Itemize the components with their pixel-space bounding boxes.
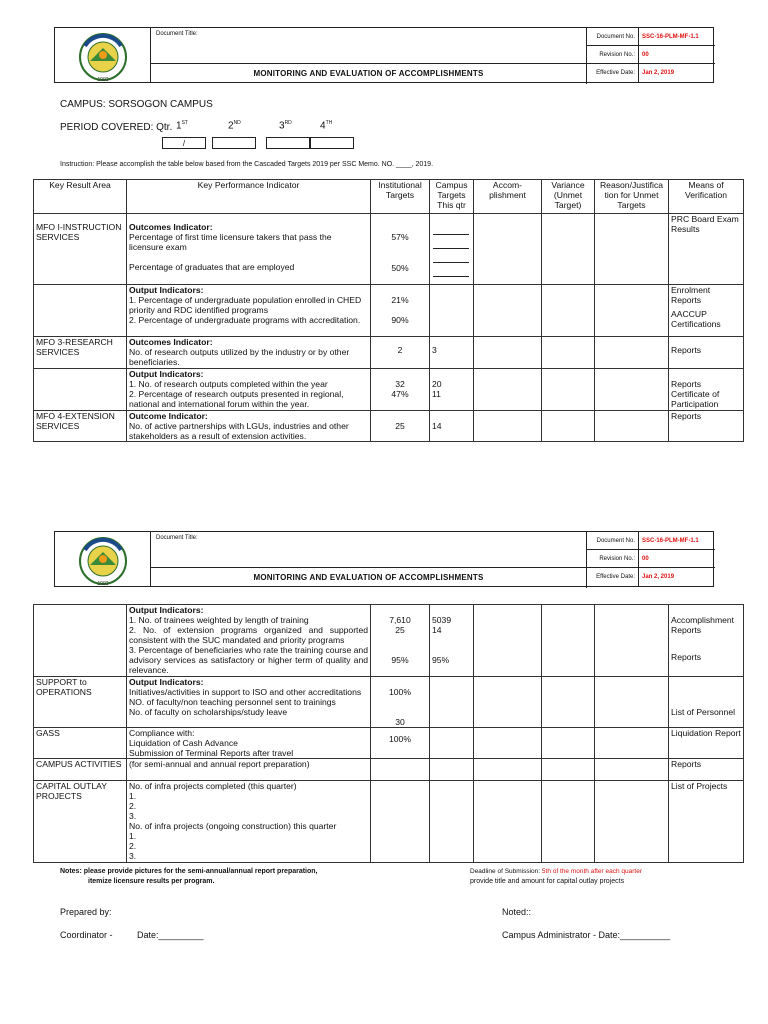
document-header	[54, 27, 714, 83]
means-cell: Enrolment Reports AACCUP Certifications	[669, 285, 744, 337]
effective-date-row: Effective Date: Jan 2, 2019	[587, 568, 715, 586]
means-cell: Reports	[669, 337, 744, 369]
campus-target-cell: 20 11	[430, 369, 474, 411]
qtr-1-label: 1ST	[176, 120, 188, 132]
table-row	[34, 759, 744, 781]
reason-cell[interactable]	[595, 605, 669, 677]
college-seal-logo	[55, 532, 151, 586]
table-row	[34, 337, 744, 369]
accomplishment-table-2	[33, 604, 744, 863]
campus-target-cell: 14	[430, 411, 474, 442]
period-label: PERIOD COVERED: Qtr.	[60, 122, 173, 133]
coordinator-label: Coordinator -	[60, 930, 113, 940]
variance-cell[interactable]	[542, 214, 595, 285]
reason-cell[interactable]	[595, 728, 669, 759]
variance-cell[interactable]	[542, 411, 595, 442]
instruction-text: Instruction: Please accomplish the table below based from the Cascaded Targets 2019 per SSC Memo. NO. ____, 2019.	[60, 161, 434, 168]
reason-cell[interactable]	[595, 677, 669, 728]
kpi-cell: Output Indicators: 1. Percentage of undergraduate population enrolled in CHED priority and RDC identified programs 2. Percentage of undergraduate programs with accreditation.	[127, 285, 371, 337]
kpi-cell: Output Indicators: Initiatives/activities in support to ISO and other accreditations NO. of faculty/non teaching personnel sent to trainings No. of faculty on scholarships/study leave	[127, 677, 371, 728]
document-title-cell: Document Title:	[151, 28, 587, 64]
form-title: MONITORING AND EVALUATION OF ACCOMPLISHMENTS	[151, 64, 587, 84]
reason-cell[interactable]	[595, 337, 669, 369]
col-campus-targets: Campus Targets This qtr	[430, 180, 474, 214]
table-row	[34, 214, 744, 285]
college-seal-logo	[55, 28, 151, 82]
inst-target-cell: 7,610 25 95%	[371, 605, 430, 677]
inst-target-cell: 57% 50%	[371, 214, 430, 285]
campus-target-cell[interactable]	[430, 677, 474, 728]
variance-cell[interactable]	[542, 605, 595, 677]
kpi-cell: No. of infra projects completed (this quarter) 1. 2. 3. No. of infra projects (ongoing construction) this quarter 1. 2. 3.	[127, 781, 371, 863]
col-inst-targets: Institutional Targets	[371, 180, 430, 214]
variance-cell[interactable]	[542, 285, 595, 337]
table-row	[34, 369, 744, 411]
coordinator-date: Date:_________	[137, 930, 204, 940]
kpi-cell: Outcome Indicator: No. of active partnerships with LGUs, industries and other stakeholders as a result of extension activities.	[127, 411, 371, 442]
means-cell: Accomplishment Reports Reports	[669, 605, 744, 677]
table-row	[34, 781, 744, 863]
kra-cell: SUPPORT to OPERATIONS	[34, 677, 127, 728]
kra-cell	[34, 369, 127, 411]
table-row	[34, 677, 744, 728]
qtr-3-label: 3RD	[279, 120, 292, 132]
col-kpi: Key Performance Indicator	[127, 180, 371, 214]
accomplishment-table-1	[33, 179, 744, 442]
noted-label: Noted::	[502, 907, 532, 917]
campus-target-cell[interactable]	[430, 728, 474, 759]
means-cell: List of Projects	[669, 781, 744, 863]
reason-cell[interactable]	[595, 285, 669, 337]
kra-cell: GASS	[34, 728, 127, 759]
table-row	[34, 728, 744, 759]
revision-row: Revision No.: 00	[587, 550, 715, 568]
svg-text:1993: 1993	[97, 77, 109, 83]
capital-outlay-note: provide title and amount for capital outlay projects	[470, 878, 625, 885]
form-title: MONITORING AND EVALUATION OF ACCOMPLISHMENTS	[151, 568, 587, 588]
kpi-cell: (for semi-annual and annual report preparation)	[127, 759, 371, 781]
deadline-note: Deadline of Submission: 5th of the month after each quarter	[470, 868, 643, 875]
inst-target-cell: 100%	[371, 728, 430, 759]
table-row	[34, 285, 744, 337]
effective-date-row: Effective Date: Jan 2, 2019	[587, 64, 715, 82]
inst-target-cell: 21% 90%	[371, 285, 430, 337]
variance-cell[interactable]	[542, 781, 595, 863]
col-means: Means of Verification	[669, 180, 744, 214]
col-variance: Variance (Unmet Target)	[542, 180, 595, 214]
kra-cell	[34, 605, 127, 677]
reason-cell[interactable]	[595, 781, 669, 863]
accomplishment-cell[interactable]	[474, 337, 542, 369]
inst-target-cell	[371, 759, 430, 781]
accomplishment-cell[interactable]	[474, 411, 542, 442]
variance-cell[interactable]	[542, 677, 595, 728]
kpi-cell: Outcomes Indicator: Percentage of first time licensure takers that pass the licensure exam Percentage of graduates that are employed	[127, 214, 371, 285]
accomplishment-cell[interactable]	[474, 605, 542, 677]
campus-target-cell: 3	[430, 337, 474, 369]
qtr-4-box[interactable]	[310, 137, 354, 149]
document-title-cell: Document Title:	[151, 532, 587, 568]
means-cell: Liquidation Report	[669, 728, 744, 759]
variance-cell[interactable]	[542, 369, 595, 411]
prepared-by-label: Prepared by:	[60, 907, 112, 917]
kra-cell	[34, 285, 127, 337]
administrator-date: Campus Administrator - Date:__________	[502, 930, 671, 940]
notes-line-2: itemize licensure results per program.	[88, 878, 215, 885]
col-accomplishment: Accom-plishment	[474, 180, 542, 214]
variance-cell[interactable]	[542, 337, 595, 369]
inst-target-cell	[371, 781, 430, 863]
table-row	[34, 605, 744, 677]
col-kra: Key Result Area	[34, 180, 127, 214]
means-cell: Reports	[669, 759, 744, 781]
campus-label: CAMPUS: SORSOGON CAMPUS	[60, 99, 213, 110]
kpi-cell: Outcomes Indicator: No. of research outputs utilized by the industry or by other beneficiaries.	[127, 337, 371, 369]
kpi-cell: Output Indicators: 1. No. of research outputs completed within the year 2. Percentage of research outputs presented in regional, national and international forum within the year.	[127, 369, 371, 411]
means-cell: PRC Board Exam Results	[669, 214, 744, 285]
campus-target-cell[interactable]	[430, 759, 474, 781]
qtr-2-box[interactable]	[212, 137, 256, 149]
inst-target-cell: 100% 30	[371, 677, 430, 728]
accomplishment-cell[interactable]	[474, 214, 542, 285]
kpi-cell: Compliance with: Liquidation of Cash Advance Submission of Terminal Reports after travel	[127, 728, 371, 759]
qtr-4-label: 4TH	[320, 120, 333, 132]
means-cell: Reports	[669, 411, 744, 442]
reason-cell[interactable]	[595, 411, 669, 442]
variance-cell[interactable]	[542, 728, 595, 759]
kpi-cell: Output Indicators: 1. No. of trainees weighted by length of training 2. No. of extension programs organized and supported consistent with the SUC mandated and priority programs 3. Percentage of beneficiaries who rate the training course and advisory services as satisfactory or higher term of quality and relevance.	[127, 605, 371, 677]
table-row	[34, 411, 744, 442]
svg-text:1993: 1993	[97, 581, 109, 587]
campus-target-cell: 5039 14 95%	[430, 605, 474, 677]
qtr-1-box[interactable]: /	[162, 137, 206, 149]
means-cell: List of Personnel	[669, 677, 744, 728]
variance-cell[interactable]	[542, 759, 595, 781]
qtr-2-label: 2ND	[228, 120, 241, 132]
inst-target-cell: 2	[371, 337, 430, 369]
table-header-row	[34, 180, 744, 214]
reason-cell[interactable]	[595, 369, 669, 411]
kra-cell: MFO 4-EXTENSION SERVICES	[34, 411, 127, 442]
kra-cell: MFO I-INSTRUCTION SERVICES	[34, 214, 127, 285]
accomplishment-cell[interactable]	[474, 285, 542, 337]
document-header	[54, 531, 714, 587]
doc-no-row: Document No. SSC-16-PLM-MF-1.1	[587, 532, 715, 550]
qtr-3-box[interactable]	[266, 137, 310, 149]
notes-line-1: Notes: please provide pictures for the semi-annual/annual report preparation,	[60, 868, 318, 875]
col-reason: Reason/Justifica tion for Unmet Targets	[595, 180, 669, 214]
means-cell: Reports Certificate of Participation	[669, 369, 744, 411]
inst-target-cell: 32 47%	[371, 369, 430, 411]
kra-cell: CAPITAL OUTLAY PROJECTS	[34, 781, 127, 863]
kra-cell: MFO 3-RESEARCH SERVICES	[34, 337, 127, 369]
accomplishment-cell[interactable]	[474, 781, 542, 863]
accomplishment-cell[interactable]	[474, 728, 542, 759]
campus-target-cell[interactable]	[430, 285, 474, 337]
campus-target-cell[interactable]	[430, 781, 474, 863]
reason-cell[interactable]	[595, 214, 669, 285]
inst-target-cell: 25	[371, 411, 430, 442]
reason-cell[interactable]	[595, 759, 669, 781]
accomplishment-cell[interactable]	[474, 677, 542, 728]
revision-row: Revision No.: 00	[587, 46, 715, 64]
accomplishment-cell[interactable]	[474, 759, 542, 781]
kra-cell: CAMPUS ACTIVITIES	[34, 759, 127, 781]
accomplishment-cell[interactable]	[474, 369, 542, 411]
doc-no-row: Document No. SSC-16-PLM-MF-1.1	[587, 28, 715, 46]
campus-target-cell[interactable]	[430, 214, 474, 285]
